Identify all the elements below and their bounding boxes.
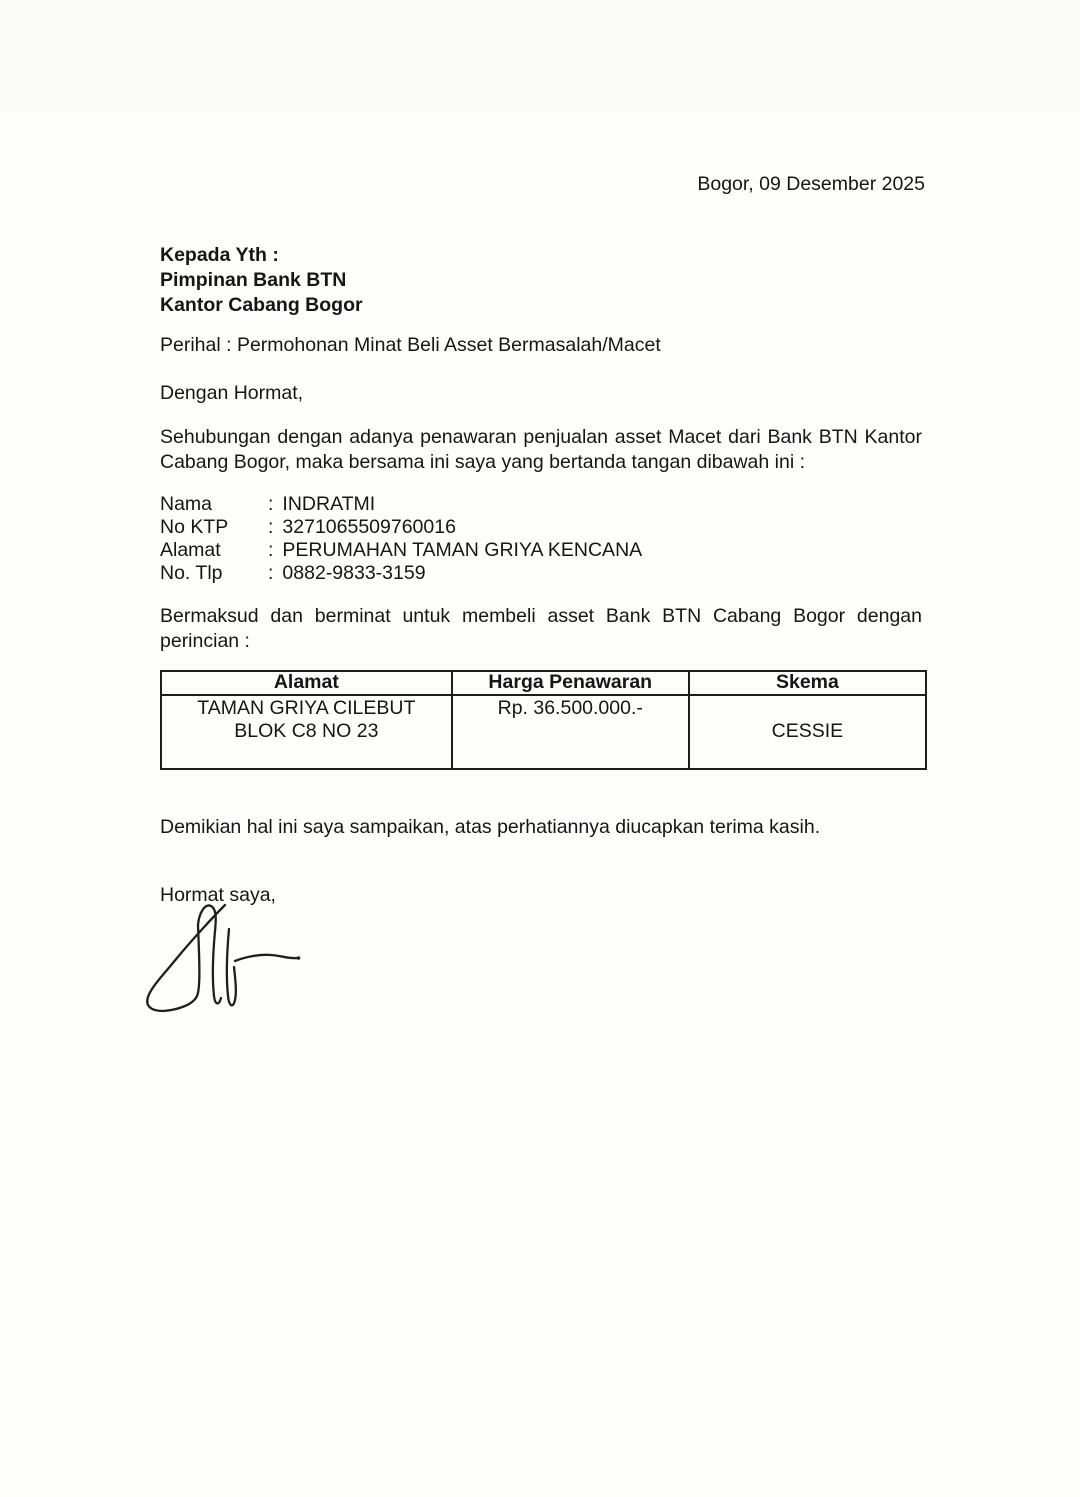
asset-table-header-row	[161, 671, 926, 695]
recipient-title: Pimpinan Bank BTN	[160, 269, 347, 291]
signature-block	[160, 883, 925, 1013]
subject-line: Perihal : Permohonan Minat Beli Asset Bermasalah/Macet	[160, 334, 661, 356]
field-colon: :	[268, 539, 274, 561]
field-label: No. Tlp	[160, 562, 223, 584]
header-alamat: Alamat	[161, 671, 452, 695]
applicant-details	[160, 493, 925, 585]
skema-value: CESSIE	[771, 720, 844, 742]
closing-paragraph: Demikian hal ini saya sampaikan, atas perhatiannya diucapkan terima kasih.	[160, 816, 821, 838]
recipient-salutation: Kepada Yth :	[160, 244, 279, 266]
field-label: No KTP	[160, 516, 229, 538]
header-harga-penawaran: Harga Penawaran	[452, 671, 689, 695]
field-value: INDRATMI	[282, 493, 376, 515]
asset-table	[160, 670, 927, 770]
alamat-line-1: TAMAN GRIYA CILEBUT	[197, 697, 416, 719]
recipient-office: Kantor Cabang Bogor	[160, 294, 363, 316]
asset-table-row	[161, 695, 926, 769]
signoff: Hormat saya,	[160, 884, 276, 906]
date-line: Bogor, 09 Desember 2025	[697, 173, 925, 195]
field-label: Nama	[160, 493, 213, 515]
field-colon: :	[268, 516, 274, 538]
alamat-line-2: BLOK C8 NO 23	[234, 720, 379, 742]
field-colon: :	[268, 562, 274, 584]
cell-alamat	[161, 695, 452, 769]
field-row-no-tlp	[160, 562, 925, 585]
field-colon: :	[268, 493, 274, 515]
cell-harga-penawaran: Rp. 36.500.000.-	[452, 695, 689, 769]
field-row-alamat	[160, 539, 925, 562]
intro-paragraph: Sehubungan dengan adanya penawaran penjualan asset Macet dari Bank BTN Kantor Cabang Bogor, maka bersama ini saya yang bertanda tangan dibawah ini :	[160, 426, 922, 473]
intent-paragraph: Bermaksud dan berminat untuk membeli asset Bank BTN Cabang Bogor dengan perincian :	[160, 605, 922, 652]
field-value: 0882-9833-3159	[282, 562, 426, 584]
header-skema: Skema	[689, 671, 926, 695]
cell-skema	[689, 695, 926, 769]
handwritten-signature-icon	[143, 893, 303, 1013]
field-value: PERUMAHAN TAMAN GRIYA KENCANA	[282, 539, 643, 561]
letter-content	[160, 0, 925, 1013]
field-value: 3271065509760016	[282, 516, 456, 538]
field-row-no-ktp	[160, 516, 925, 539]
salutation: Dengan Hormat,	[160, 382, 304, 404]
field-label: Alamat	[160, 539, 221, 561]
field-row-nama	[160, 493, 925, 516]
recipient-block	[160, 243, 925, 318]
